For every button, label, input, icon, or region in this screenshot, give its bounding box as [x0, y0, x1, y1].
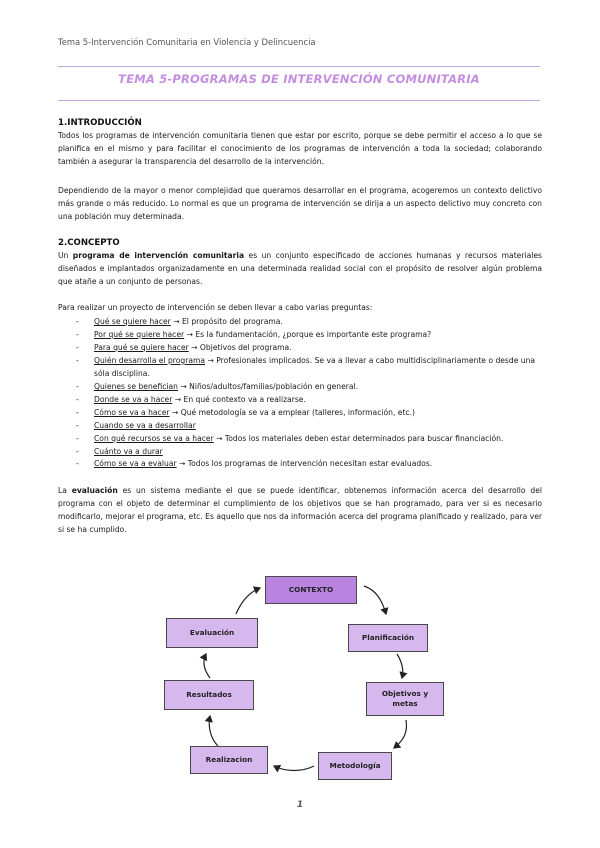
concepto-p1-term: programa de intervención comunitaria: [72, 251, 245, 260]
node-objetivos-metas: [366, 682, 444, 716]
list-item: - Cómo se va a evaluar → Todos los programas de intervención necesitan estar evaluados.: [76, 459, 433, 469]
arrow-objetivos-metodologia: [394, 720, 407, 748]
program-cycle-diagram: [150, 570, 450, 785]
concepto-paragraph-1: [58, 250, 542, 289]
title-rule-top: [58, 66, 540, 67]
question-answer: → Es la fundamentación, ¿porque es importante este programa?: [184, 329, 432, 339]
arrow-metodologia-realizacion: [274, 766, 314, 771]
question-answer: → En qué contexto va a realizarse.: [172, 394, 306, 404]
arrow-contexto-planificacion: [364, 586, 386, 614]
evaluacion-p-start: La: [58, 486, 72, 495]
node-realizacion: Realizacion: [190, 746, 268, 774]
evaluacion-p-rest: es un sistema mediante el que se puede identificar, obtenemos información acerca del desarrollo del programa con el objeto de determinar el cumplimiento de los objetivos que se han programado, para ver si es necesario modificarlo, mejorar el programa, etc. Es aquello que nos da información acerca del programa planificado y realizado, para ver si se ha cumplido.: [58, 486, 542, 534]
node-contexto: CONTEXTO: [265, 576, 357, 604]
node-resultados: Resultados: [164, 680, 254, 710]
node-evaluacion: Evaluación: [166, 618, 258, 648]
question-text: Por qué se quiere hacer: [94, 329, 185, 339]
question-answer: → El propósito del programa.: [170, 317, 283, 326]
list-item: - Cuánto va a durar: [76, 446, 163, 456]
page-title: TEMA 5-PROGRAMAS DE INTERVENCIÓN COMUNITARIA: [118, 72, 480, 86]
question-text: Cómo se va a hacer: [94, 407, 170, 417]
running-header: Tema 5-Intervención Comunitaria en Violencia y Delincuencia: [58, 37, 316, 47]
list-item: - Cómo se va a hacer → Qué metodología se va a emplear (talleres, información, etc.): [76, 407, 415, 417]
evaluacion-paragraph: [58, 485, 542, 537]
list-item: - Con qué recursos se va a hacer → Todos los materiales deben estar determinados para buscar financiación.: [76, 433, 504, 443]
arrow-evaluacion-contexto: [236, 588, 260, 614]
list-item: - Donde se va a hacer → En qué contexto va a realizarse.: [76, 394, 306, 404]
section-heading-concepto: 2.CONCEPTO: [58, 238, 120, 248]
concepto-p1-rest: es un conjunto especificado de acciones humanas y recursos materiales diseñados e implantados organizadamente en una determinada realidad social con el propósito de resolver algún problema que atañe a un conjunto de personas.: [58, 251, 542, 286]
node-metodologia: Metodología: [318, 752, 392, 780]
question-text: Cuánto va a durar: [94, 446, 163, 456]
intro-paragraph-1: Todos los programas de intervención comunitaria tienen que estar por escrito, porque se debe permitir el acceso a lo que se planifica en el mismo y para facilitar el conocimiento de los programas de intervención a toda la sociedad; colaborando también a asegurar la transparencia del desarrollo de la intervención.: [58, 131, 542, 166]
list-item: - Cuando se va a desarrollar: [76, 420, 196, 430]
question-answer: → Niños/adultos/familias/población en general.: [177, 381, 359, 391]
question-text: Cuando se va a desarrollar: [94, 420, 196, 430]
arrow-realizacion-resultados: [209, 716, 218, 746]
question-text: Para qué se quiere hacer: [94, 342, 189, 352]
question-answer: → Qué metodología se va a emplear (talleres, información, etc.): [169, 407, 415, 417]
title-rule-bottom: [58, 100, 540, 101]
intro-paragraph-2: Dependiendo de la mayor o menor complejidad que queramos desarrollar en el programa, acogeremos un contexto delictivo más grande o más reducido. Lo normal es que un programa de intervención se dirija a un aspecto delictivo muy concreto con una población muy determinada.: [58, 186, 542, 221]
list-item: - Qué se quiere hacer → El propósito del programa.: [76, 317, 283, 326]
node-objetivos-line2: metas: [392, 699, 418, 708]
question-text: Qué se quiere hacer: [94, 317, 171, 326]
list-item: - Quienes se benefician → Niños/adultos/familias/población en general.: [76, 381, 359, 391]
arrow-resultados-evaluacion: [204, 654, 210, 678]
arrow-planificacion-objetivos: [397, 654, 403, 678]
question-answer: → Todos los programas de intervención necesitan estar evaluados.: [176, 459, 433, 469]
question-answer: → Objetivos del programa.: [188, 342, 292, 352]
page-number: 1: [296, 800, 304, 810]
section-heading-intro: 1.INTRODUCCIÓN: [58, 118, 142, 128]
list-item: - Quién desarrolla el programa → Profesionales implicados. Se va a llevar a cabo multidisciplinariamente o desde una sóla disciplina.: [76, 355, 536, 378]
concepto-paragraph-2: Para realizar un proyecto de intervención se deben llevar a cabo varias preguntas:: [58, 303, 373, 312]
question-text: Quién desarrolla el programa: [94, 355, 206, 365]
concepto-p1-start: Un: [58, 251, 73, 260]
questions-list: [76, 316, 542, 471]
question-text: Quienes se benefician: [94, 381, 178, 391]
node-objetivos-line1: Objetivos y: [381, 689, 429, 698]
node-planificacion: Planificación: [348, 624, 428, 652]
list-item: - Por qué se quiere hacer → Es la fundamentación, ¿porque es importante este programa?: [76, 329, 432, 339]
question-text: Donde se va a hacer: [94, 394, 173, 404]
question-text: Cómo se va a evaluar: [94, 459, 177, 469]
evaluacion-term: evaluación: [71, 486, 118, 495]
question-answer: → Profesionales implicados. Se va a llevar a cabo multidisciplinariamente o desde una sóla disciplina.: [94, 355, 536, 378]
list-item: - Para qué se quiere hacer → Objetivos del programa.: [76, 342, 292, 352]
question-text: Con qué recursos se va a hacer: [94, 433, 214, 443]
question-answer: → Todos los materiales deben estar determinados para buscar financiación.: [213, 433, 504, 443]
